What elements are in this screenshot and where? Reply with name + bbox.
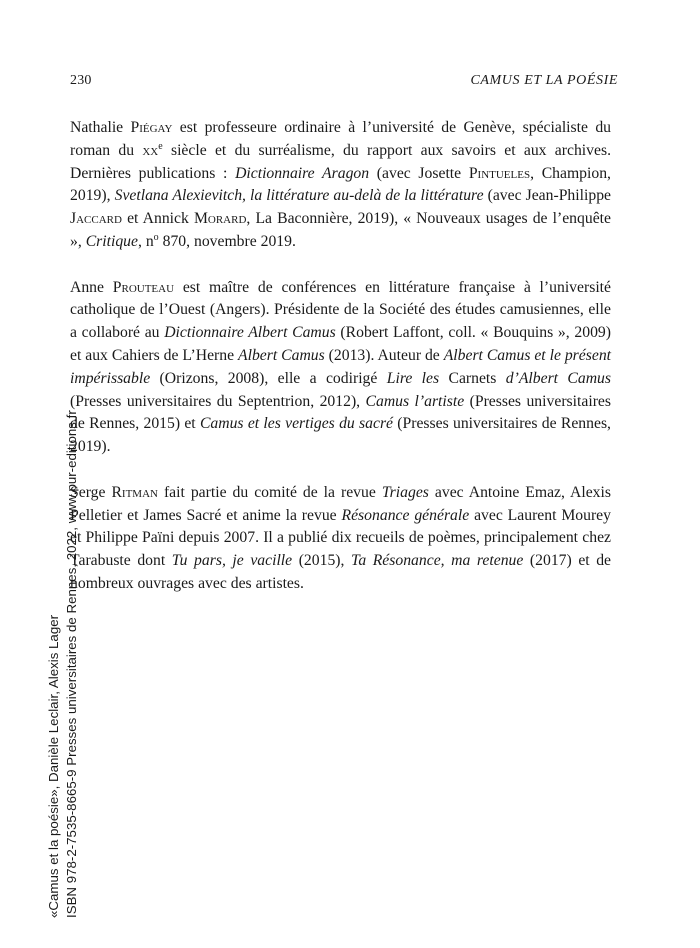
- work-title: d’Albert Camus: [505, 369, 611, 387]
- side-credit-title: «Camus et la poésie», Danièle Leclair, Alexis Lager: [46, 614, 61, 918]
- side-credit: [45, 410, 80, 918]
- bio-text: avec Laurent Mourey et Philippe Païni depuis 2007. Il a publié dix recueils de poèmes, principalement chez Tarabuste dont: [70, 506, 611, 570]
- work-title: Dictionnaire Aragon: [235, 164, 370, 182]
- contributors-list: [70, 117, 611, 619]
- bio-text: est professeure ordinaire à l’université de Genève, spécialiste du roman du: [70, 119, 612, 159]
- bio-text: (Robert Laffont, coll. « Bouquins », 2009) et aux Cahiers de L’Herne: [70, 324, 611, 364]
- work-title: Critique: [85, 232, 138, 250]
- running-head: CAMUS ET LA POÉSIE: [470, 73, 618, 88]
- person-name: Jaccard: [70, 210, 122, 228]
- page-number: 230: [70, 73, 92, 88]
- surname: Prouteau: [112, 278, 175, 296]
- bio-text: , n: [137, 232, 154, 250]
- surname: Piégay: [130, 119, 173, 136]
- bio-text: , La Baconnière, 2019), « Nouveaux usages de l’enquête »,: [70, 210, 612, 250]
- work-title: Camus l’artiste: [365, 392, 465, 410]
- bio-text: avec Antoine Emaz, Alexis Pelletier et James Sacré et anime la revue: [70, 483, 611, 524]
- bio-text: (Orizons, 2008), elle a codirigé: [150, 369, 387, 387]
- bio-text: (Presses universitaires du Septentrion, 2012),: [70, 392, 366, 410]
- side-credit-isbn: ISBN 978-2-7535-8665-9 Presses universitaires de Rennes, 2022, www.pur-editions.fr: [63, 410, 79, 918]
- work-title: Ta Résonance, ma retenue: [351, 552, 524, 570]
- bio-text: est maître de conférences en littérature française à l’université catholique de l’Ouest (Angers). Présidente de la Société des études camusiennes, elle a collaboré au: [70, 278, 612, 342]
- work-title: Svetlana Alexievitch, la littérature au-delà de la littérature: [114, 187, 484, 205]
- bio-text: (avec Jean-Philippe: [483, 187, 611, 205]
- bio-text: fait partie du comité de la revue: [157, 483, 382, 501]
- work-title: Résonance générale: [341, 506, 470, 524]
- work-title: Triages: [381, 483, 429, 501]
- person-name: Pintueles: [468, 164, 531, 182]
- bio-prouteau: [70, 277, 611, 459]
- bio-text: (2015),: [292, 552, 352, 570]
- century-numeral: xx: [142, 141, 159, 159]
- work-title: Tu pars, je vacille: [171, 552, 293, 570]
- surname: Ritman: [111, 483, 158, 501]
- person-name: Morard: [193, 210, 247, 228]
- bio-ritman: [70, 482, 611, 596]
- bio-text: 870, novembre 2019.: [158, 232, 296, 250]
- first-name: Serge: [70, 483, 106, 501]
- bio-text: (Presses universitaires de Rennes, 2015) et: [70, 392, 611, 433]
- work-title: Albert Camus et le présent impérissable: [70, 346, 612, 387]
- bio-text: Carnets: [439, 369, 506, 387]
- bio-text: (Presses universitaires de Rennes, 2019).: [70, 415, 611, 456]
- bio-text: (avec Josette: [369, 164, 469, 182]
- first-name: Nathalie: [70, 119, 124, 136]
- number-superscript: o: [153, 231, 159, 243]
- bio-text: siècle et du surréalisme, du rapport aux savoirs et aux archives. Dernières publications :: [70, 141, 611, 182]
- work-title: Dictionnaire Albert Camus: [164, 324, 336, 342]
- first-name: Anne: [70, 278, 104, 296]
- bio-text: (2017) et de nombreux ouvrages avec des artistes.: [70, 552, 612, 592]
- bio-text: et Annick: [121, 210, 194, 228]
- bio-text: , Champion, 2019),: [70, 164, 611, 205]
- bio-text: (2013). Auteur de: [324, 346, 444, 364]
- work-title: Albert Camus: [238, 346, 325, 364]
- work-title: Lire les: [386, 369, 440, 387]
- century-superscript: e: [158, 140, 163, 152]
- bio-piegay: [70, 117, 611, 254]
- work-title: Camus et les vertiges du sacré: [199, 415, 394, 433]
